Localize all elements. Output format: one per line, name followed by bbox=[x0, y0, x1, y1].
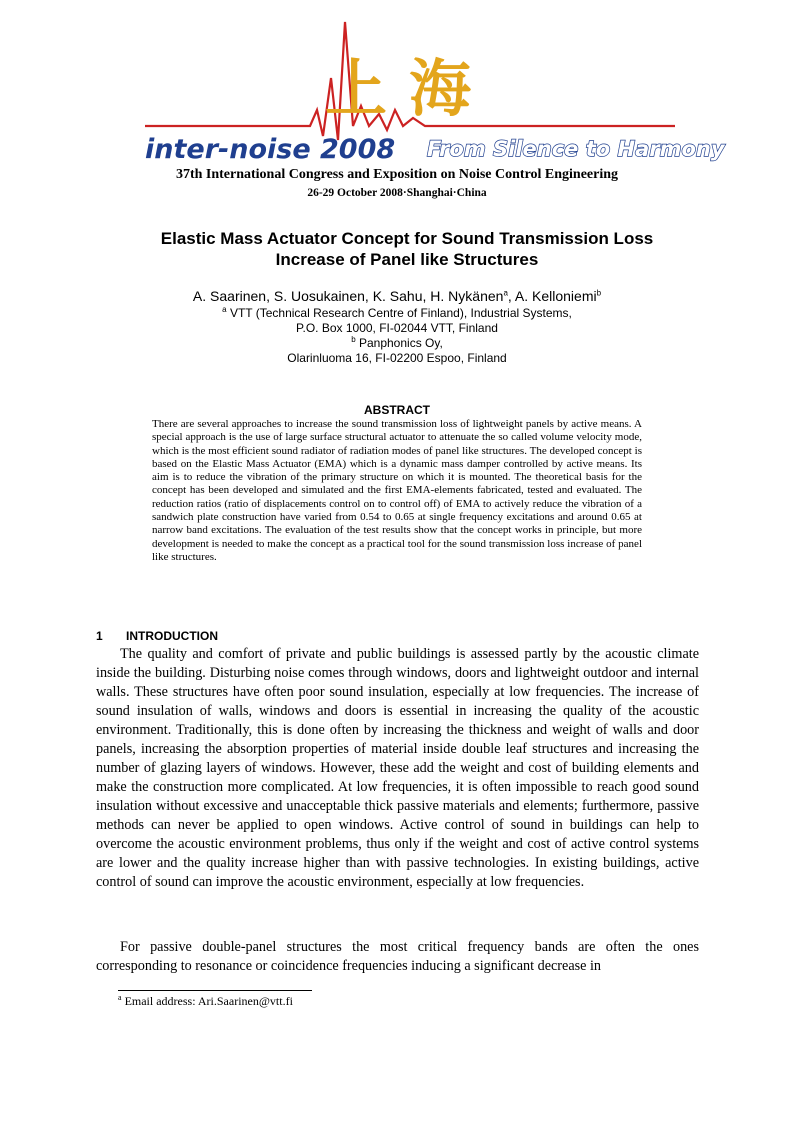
author-affiliation-mark: a bbox=[503, 288, 508, 298]
section-number: 1 bbox=[96, 629, 103, 643]
affiliation-a-line2: P.O. Box 1000, FI-02044 VTT, Finland bbox=[296, 321, 498, 335]
authors-last: , A. Kelloniemi bbox=[507, 288, 597, 304]
congress-date: 26-29 October 2008·Shanghai·China bbox=[307, 187, 487, 199]
slogan-text: From Silence to Harmony bbox=[427, 137, 725, 161]
affiliation-b-line1 bbox=[0, 336, 794, 350]
author-affiliation-mark: b bbox=[596, 288, 602, 298]
affiliation-text: Panphonics Oy, bbox=[358, 336, 443, 350]
congress-name: 37th International Congress and Exposition on Noise Control Engineering bbox=[175, 167, 619, 182]
footnote-mark: a bbox=[118, 993, 122, 1002]
section-title: INTRODUCTION bbox=[126, 629, 218, 643]
footnote bbox=[118, 994, 293, 1009]
conference-logo bbox=[145, 18, 725, 166]
abstract-heading: ABSTRACT bbox=[364, 403, 430, 417]
authors-main: A. Saarinen, S. Uosukainen, K. Sahu, H. Nykänen bbox=[192, 288, 504, 304]
paper-title bbox=[60, 228, 754, 270]
shanghai-chinese-text: 上海 bbox=[325, 52, 494, 125]
affiliation-mark: a bbox=[222, 305, 227, 314]
author-list bbox=[0, 288, 794, 304]
footnote-rule bbox=[118, 990, 312, 991]
affiliation-b-line2: Olarinluoma 16, FI-02200 Espoo, Finland bbox=[287, 351, 507, 365]
affiliation-mark: b bbox=[351, 335, 356, 344]
paper-title-line1: Elastic Mass Actuator Concept for Sound Transmission Loss bbox=[160, 229, 654, 248]
body-paragraph: For passive double-panel structures the most critical frequency bands are often the ones corresponding to resonance or coincidence frequencies inducing a significant decrease in bbox=[96, 939, 699, 974]
affiliation-a-line1 bbox=[0, 306, 794, 320]
inter-noise-logo-text: inter-noise 2008 bbox=[145, 134, 396, 165]
affiliation-text: VTT (Technical Research Centre of Finland), Industrial Systems, bbox=[229, 306, 572, 320]
abstract-text: There are several approaches to increase the sound transmission loss of lightweight panels by active means. A special approach is the use of large surface structural actuator to attenuate the so called volume velocity mode, which is the most efficient sound radiator of radiation modes of panel like structures. The developed concept is based on the Elastic Mass Actuator (EMA) which is a dynamic mass damper controlled by active means. Its aim is to reduce the vibration of the primary structure on which it is mounted. The theoretical basis for the concept has been developed and simulated and the first EMA-elements fabricated, tested and evaluated. The reduction ratios (ratio of displacements control on to control off) of EMA to actively reduce the vibration of a sandwich plate construction have varied from 0.54 to 0.65 at single frequency excitations and around 0.65 at narrow band excitations. The evaluation of the test results show that the concept works in principle, but more development is needed to make the concept as a practical tool for the sound transmission loss increase of panel like structures. bbox=[152, 418, 642, 563]
paper-title-line2: Increase of Panel like Structures bbox=[275, 250, 539, 269]
footnote-text: Email address: Ari.Saarinen@vtt.fi bbox=[124, 994, 293, 1008]
body-paragraph: The quality and comfort of private and public buildings is assessed partly by the acoustic climate inside the building. Disturbing noise comes through windows, doors and lightweight outdoor and internal walls. These structures have often poor sound insulation, especially at low frequencies. The increase of sound insulation of walls, windows and doors is essential in increasing the quality of the acoustic environment. Traditionally, this is done often by increasing the thickness and weight of walls and door panels, increasing the absorption properties of material inside double leaf structures and increasing the number of glazing layers of windows. However, these add the weight and cost of building elements and make the construction more complicated. At low frequencies, it is often impossible to reach good sound insulation without excessive and unacceptable thick passive materials and elements; furthermore, passive methods can never be applied to open windows. Active control of sound in buildings can help to overcome the acoustic environment problems, thus only if the weight and cost of active control systems are lower and the quality increase higher than with passive technologies. In existing buildings, active control of sound can improve the acoustic environment, especially at low frequencies. bbox=[96, 646, 699, 890]
section-heading bbox=[96, 629, 218, 643]
